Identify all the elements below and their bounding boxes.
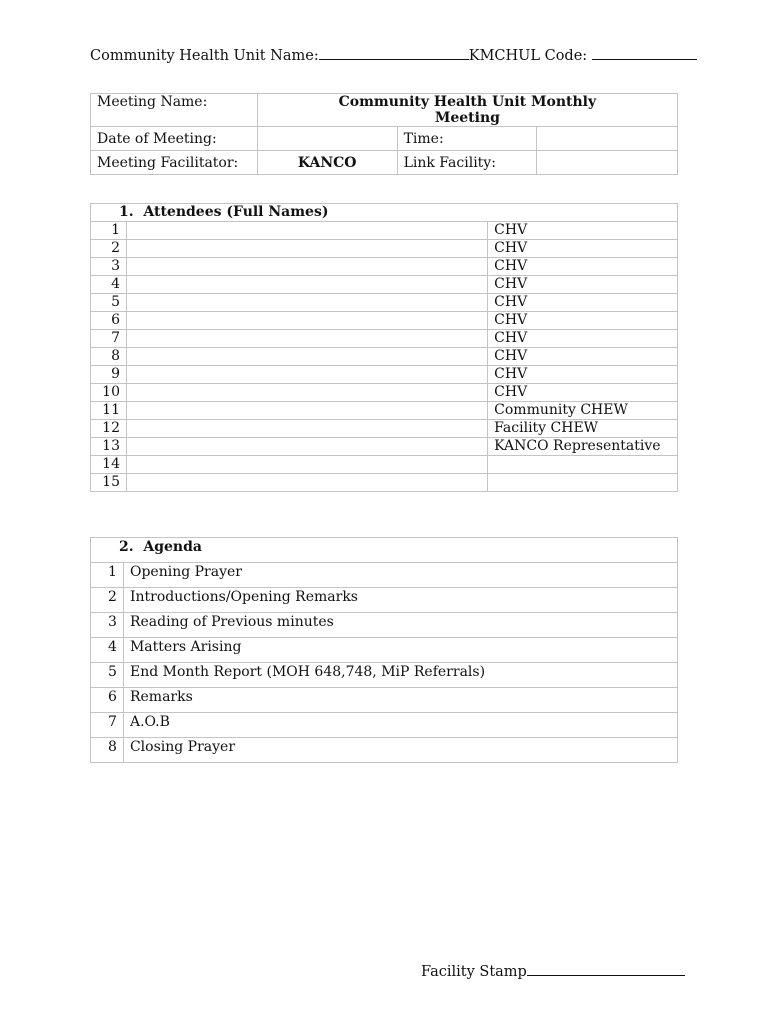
attendee-number: 8 (91, 348, 127, 366)
meeting-facilitator-label: Meeting Facilitator: (91, 151, 258, 175)
attendee-name-field[interactable] (126, 384, 487, 402)
header-line (90, 44, 697, 64)
attendee-name-field[interactable] (126, 240, 487, 258)
attendee-row (91, 222, 678, 240)
meeting-name-line1: Community Health Unit Monthly (338, 94, 597, 110)
attendee-name-field[interactable] (126, 438, 487, 456)
attendee-name-field[interactable] (126, 456, 487, 474)
meeting-name-value (257, 94, 677, 127)
attendee-number: 12 (91, 420, 127, 438)
agenda-item-text: Matters Arising (123, 638, 677, 663)
attendee-number: 14 (91, 456, 127, 474)
attendee-role: CHV (488, 240, 678, 258)
meeting-details-table (90, 93, 678, 175)
attendee-row (91, 240, 678, 258)
attendee-role: CHV (488, 366, 678, 384)
attendee-number: 5 (91, 294, 127, 312)
attendee-role (488, 474, 678, 492)
agenda-section-title (91, 538, 678, 563)
attendee-name-field[interactable] (126, 420, 487, 438)
attendee-number: 15 (91, 474, 127, 492)
attendee-number: 1 (91, 222, 127, 240)
agenda-item-text: Remarks (123, 688, 677, 713)
agenda-number: 2 (91, 588, 124, 613)
agenda-number: 5 (91, 663, 124, 688)
agenda-section-label: Agenda (143, 539, 202, 555)
kmchul-code-label: KMCHUL Code: (468, 48, 592, 64)
agenda-row (91, 713, 678, 738)
agenda-row (91, 738, 678, 763)
agenda-row (91, 588, 678, 613)
attendee-row (91, 456, 678, 474)
agenda-row (91, 688, 678, 713)
attendee-role: CHV (488, 384, 678, 402)
attendee-name-field[interactable] (126, 276, 487, 294)
attendees-table (90, 203, 678, 492)
attendee-row (91, 258, 678, 276)
agenda-row (91, 563, 678, 588)
attendee-row (91, 366, 678, 384)
meeting-name-line2: Meeting (434, 110, 500, 126)
attendee-row (91, 276, 678, 294)
attendee-name-field[interactable] (126, 474, 487, 492)
time-label: Time: (397, 127, 537, 151)
attendee-role: CHV (488, 348, 678, 366)
facility-stamp-label: Facility Stamp (421, 964, 527, 980)
agenda-number: 6 (91, 688, 124, 713)
facility-stamp (421, 960, 685, 980)
attendee-role: CHV (488, 294, 678, 312)
attendee-number: 3 (91, 258, 127, 276)
agenda-item-text: Reading of Previous minutes (123, 613, 677, 638)
agenda-item-text: A.O.B (123, 713, 677, 738)
attendee-role: Community CHEW (488, 402, 678, 420)
attendee-number: 2 (91, 240, 127, 258)
attendee-role: CHV (488, 312, 678, 330)
kmchul-code-field[interactable] (592, 44, 697, 60)
attendee-row (91, 420, 678, 438)
attendee-row (91, 312, 678, 330)
attendees-section-label: Attendees (Full Names) (143, 204, 329, 220)
agenda-section-number: 2. (119, 539, 134, 555)
attendee-role: CHV (488, 276, 678, 294)
attendee-row (91, 474, 678, 492)
facility-stamp-field[interactable] (527, 960, 685, 976)
agenda-item-text: Opening Prayer (123, 563, 677, 588)
agenda-item-text: Introductions/Opening Remarks (123, 588, 677, 613)
unit-name-label: Community Health Unit Name: (90, 48, 319, 64)
agenda-table (90, 537, 678, 763)
attendee-name-field[interactable] (126, 312, 487, 330)
attendee-name-field[interactable] (126, 402, 487, 420)
unit-name-field[interactable] (319, 44, 469, 60)
attendee-row (91, 348, 678, 366)
attendee-number: 13 (91, 438, 127, 456)
attendee-name-field[interactable] (126, 330, 487, 348)
agenda-row (91, 613, 678, 638)
attendees-section-number: 1. (119, 204, 134, 220)
meeting-facilitator-value: KANCO (257, 151, 397, 175)
agenda-number: 7 (91, 713, 124, 738)
agenda-number: 4 (91, 638, 124, 663)
time-field[interactable] (537, 127, 678, 151)
agenda-number: 3 (91, 613, 124, 638)
agenda-number: 1 (91, 563, 124, 588)
date-of-meeting-label: Date of Meeting: (91, 127, 258, 151)
attendee-role: KANCO Representative (488, 438, 678, 456)
date-of-meeting-field[interactable] (257, 127, 397, 151)
attendee-row (91, 330, 678, 348)
link-facility-label: Link Facility: (397, 151, 537, 175)
agenda-item-text: End Month Report (MOH 648,748, MiP Referrals) (123, 663, 677, 688)
attendee-name-field[interactable] (126, 366, 487, 384)
attendee-role: CHV (488, 222, 678, 240)
attendees-section-title (91, 204, 678, 222)
attendee-name-field[interactable] (126, 222, 487, 240)
agenda-row (91, 663, 678, 688)
attendee-role: CHV (488, 258, 678, 276)
attendee-row (91, 438, 678, 456)
attendee-role: CHV (488, 330, 678, 348)
meeting-name-label: Meeting Name: (91, 94, 258, 127)
attendee-number: 11 (91, 402, 127, 420)
attendee-role: Facility CHEW (488, 420, 678, 438)
attendee-name-field[interactable] (126, 348, 487, 366)
agenda-row (91, 638, 678, 663)
attendee-number: 6 (91, 312, 127, 330)
attendee-name-field[interactable] (126, 294, 487, 312)
link-facility-field[interactable] (537, 151, 678, 175)
attendee-name-field[interactable] (126, 258, 487, 276)
attendee-row (91, 294, 678, 312)
attendee-number: 4 (91, 276, 127, 294)
attendee-number: 7 (91, 330, 127, 348)
attendee-number: 10 (91, 384, 127, 402)
attendee-row (91, 402, 678, 420)
attendee-row (91, 384, 678, 402)
attendee-number: 9 (91, 366, 127, 384)
agenda-number: 8 (91, 738, 124, 763)
attendee-role (488, 456, 678, 474)
agenda-item-text: Closing Prayer (123, 738, 677, 763)
